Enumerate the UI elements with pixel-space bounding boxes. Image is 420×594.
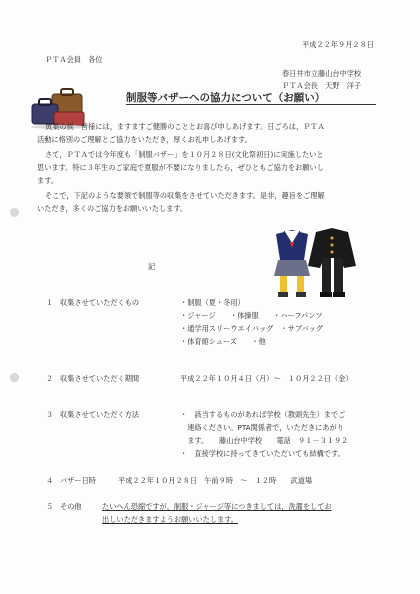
body-line-5: ます。 <box>37 176 58 185</box>
item-3-label: 収集させていただく方法 <box>60 410 140 419</box>
document-title: 制服等バザーへの協力について（お願い） <box>126 92 326 104</box>
item-2-number: ２ <box>46 374 54 383</box>
item-2-label: 収集させていただく期間 <box>60 374 140 383</box>
item-5-line-1: たいへん恐縮ですが，制服・ジャージ等につきましては，洗濯をしてお <box>102 502 332 511</box>
item-1-number: １ <box>46 298 54 307</box>
body-line-4: 思います。特に３年生のご家庭で夏服が不要になりましたら，ぜひともご協力をお願いし <box>37 163 324 172</box>
sender-name: ＰＴＡ会長 天野 洋子 <box>282 81 362 90</box>
item-2-line-1: 平成２２年１０月４日（月）～ １０月２２日（金） <box>180 374 353 383</box>
item-3-line-1: ・ 該当するものがあれば学校（教頭先生）までご <box>180 410 346 419</box>
item-4-number: ４ <box>46 476 54 485</box>
item-5-line-2: 出しいただきますようお願いいたします。 <box>102 515 238 524</box>
item-3-line-3: ます。 藤山台中学校 電話 ９１－３１９２ <box>180 436 349 445</box>
item-5-label: その他 <box>60 502 82 511</box>
item-4-line-1: 平成２２年１０月２８日 午前９時 ～ １２時 武道場 <box>118 476 313 485</box>
body-line-3: さて，ＰＴＡでは今年度も「制服バザー」を１０月２８日(文化祭初日)に実施したいと <box>45 150 324 159</box>
item-3-number: ３ <box>46 410 54 419</box>
item-5-number: ５ <box>46 502 54 511</box>
uniforms-clipart <box>266 226 364 302</box>
ki-heading: 記 <box>148 262 156 271</box>
punch-hole-top <box>10 208 19 217</box>
body-line-1: 黄葉の候 皆様には，ますますご健勝のこととお喜び申しあげます。日ごろは，ＰＴＡ <box>45 122 325 131</box>
item-1-label: 収集させていただくもの <box>60 298 140 307</box>
item-1-line-3: ・通学用スリーウエイバッグ ・サブバッグ <box>180 324 324 333</box>
body-line-2: 活動に格別のご理解とご協力をいただき，厚くお礼申しあげます。 <box>37 135 252 144</box>
item-1-line-4: ・体育館シューズ ・他 <box>180 337 266 346</box>
recipient: ＰＴＡ会員 各位 <box>45 55 103 64</box>
title-underline <box>126 104 376 105</box>
punch-hole-bottom <box>10 373 19 382</box>
item-1-line-2: ・ジャージ ・体操服 ・ハーフパンツ <box>180 311 323 320</box>
item-3-line-2: 連絡ください。PTA関係者で，いただきにあがり <box>180 423 344 432</box>
document-date: 平成２２年９月２８日 <box>302 40 374 49</box>
item-4-label: バザー日時 <box>60 476 96 485</box>
item-3-line-4: ・ 直接学校に持ってきていただいても結構です。 <box>180 449 345 458</box>
body-line-6: そこで，下記のような要領で制服等の収集をさせていただきます。是非，趣旨をご理解 <box>45 191 325 200</box>
body-line-7: いただき，多くのご協力をお願いいたします。 <box>37 204 188 213</box>
item-1-line-1: ・制服（夏・冬用） <box>180 298 245 307</box>
school-name: 春日井市立藤山台中学校 <box>282 69 362 78</box>
